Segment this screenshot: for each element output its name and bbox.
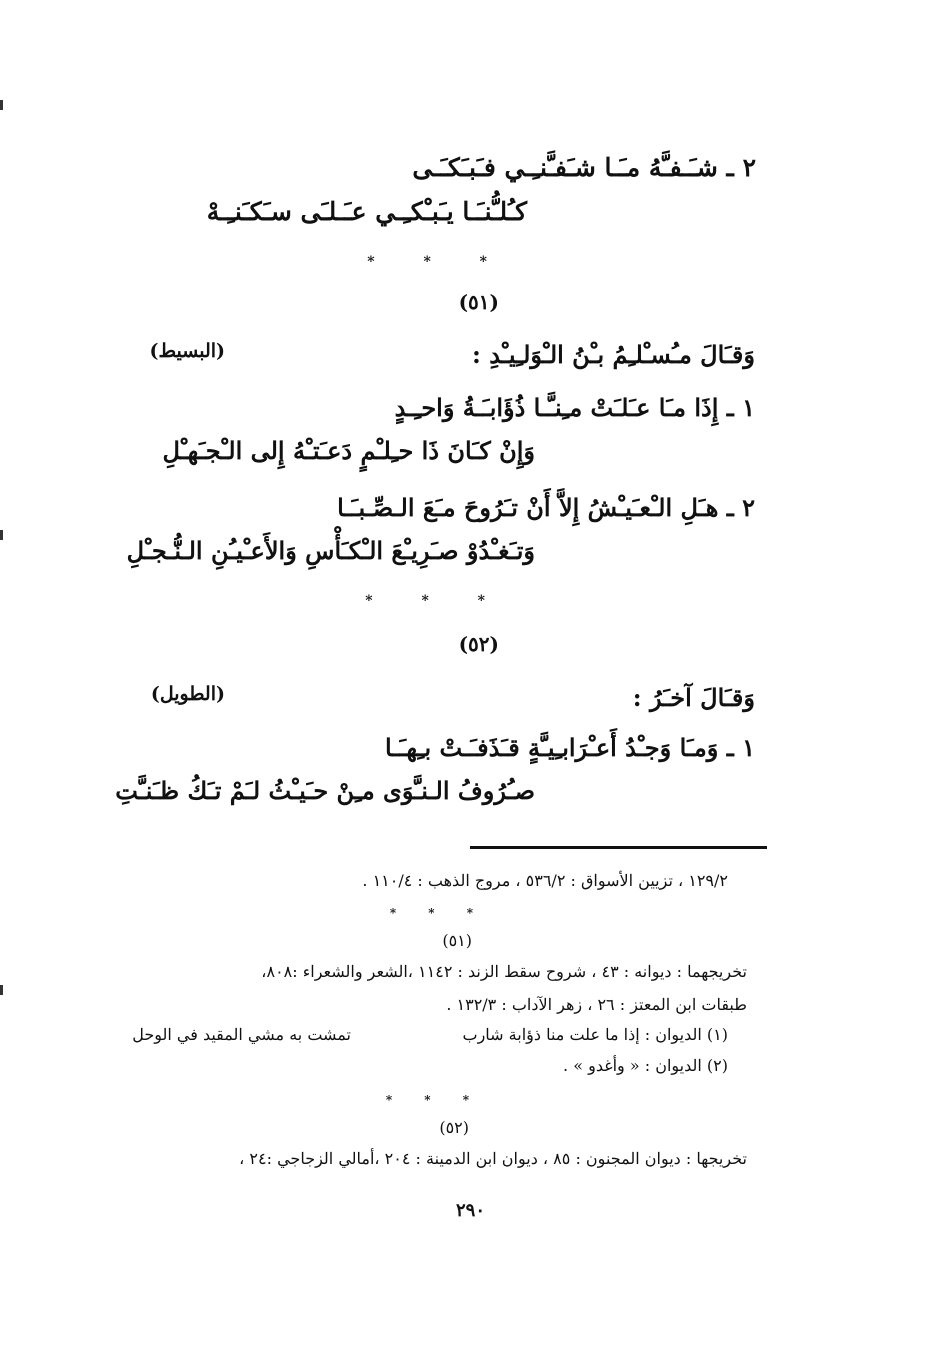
footnote-takhrij-51-line1: تخريجهما : ديوانه : ٤٣ ، شروح سقط الزند : ١١٤٢ ،الشعر والشعراء :٨٠٨،	[261, 962, 747, 981]
poem-number-52: (٥٢)	[458, 632, 499, 656]
poem-52-verse1-second-hemistich: صـُرُوفُ الـنـَّوَى مـِنْ حـَيـْثُ لـَمْ تـَكُ ظـَنـَّتِ	[115, 776, 535, 805]
poem-52-verse1-first-hemistich: ١ ـ وَمـَا وَجـْدُ أَعـْرَابـِيـَّةٍ قـَذَفـَـتْ بـِهـَـا	[384, 733, 755, 762]
scan-edge-mark	[0, 985, 3, 995]
footnote-separator-stars: * * *	[385, 1093, 483, 1107]
page-number: ٢٩٠	[455, 1200, 485, 1221]
footnote-takhrij-51-line2: طبقات ابن المعتز : ٢٦ ، زهر الآداب : ١٣٢/٣ .	[446, 995, 747, 1014]
poem-51-intro: وَقـَالَ مـُسـْلـِمُ بـْنُ الـْوَلـِيـْدِ :	[471, 340, 755, 369]
verse-top-line2: كـُلـُّنـَـا يـَبـْكـِـي عـَـلـَى سـَكـَنـِـهْ	[206, 197, 527, 226]
scan-edge-mark	[0, 530, 3, 540]
scan-edge-mark	[0, 100, 3, 110]
footnote-rule	[470, 846, 767, 849]
poem-number-51: (٥١)	[458, 290, 499, 314]
separator-stars: * * *	[365, 593, 507, 609]
poem-51-verse1-first-hemistich: ١ ـ إِذَا مـَا عـَلـَتْ مـِنـَّـا ذُؤَابـَـةُ وَاحـِـدٍ	[394, 393, 755, 422]
footnote-line: ١٢٩/٢ ، تزيين الأسواق : ٥٣٦/٢ ، مروج الذهب : ١١٠/٤ .	[362, 871, 728, 890]
poem-51-verse2-first-hemistich: ٢ ـ هـَلِ الـْعـَيـْشُ إِلاَّ أَنْ تـَرُوحَ مـَعَ الـصِّـبـَـا	[337, 493, 755, 522]
poem-51-verse2-second-hemistich: وَتـَغـْدُوْ صـَرِيـْعَ الـْكـَأْسِ وَالأَعـْيـُنِ الـنُّـجـْلِ	[126, 536, 535, 565]
poem-52-intro: وَقـَالَ آخـَرُ :	[632, 683, 755, 712]
footnote-note1-second-hemistich: تمشت به مشي المقيد في الوحل	[132, 1025, 351, 1044]
footnote-note1-first-hemistich: (١) الديوان : إذا ما علت منا ذؤابة شارب	[462, 1025, 728, 1044]
footnote-takhrij-52: تخريجها : ديوان المجنون : ٨٥ ، ديوان ابن الدمينة : ٢٠٤ ،أمالي الزجاجي :٢٤ ،	[239, 1149, 747, 1168]
footnote-note2: (٢) الديوان : « وأغدو » .	[563, 1056, 728, 1075]
footnote-number-52: (٥٢)	[439, 1118, 469, 1137]
footnote-separator-stars: * * *	[389, 906, 487, 920]
poem-51-meter: (البسيط)	[149, 340, 225, 362]
poem-51-verse1-second-hemistich: وَإِنْ كـَانَ ذَا حـِلـْمٍ دَعـَتـْهُ إِلى الـْجـَهـْلِ	[162, 436, 535, 465]
footnote-number-51: (٥١)	[442, 931, 472, 950]
verse-top-line1: ٢ ـ شـَـفـَّهُ مـَـا شـَفـَّنـِـي فـَبـَكـَـى	[412, 153, 756, 182]
separator-stars: * * *	[367, 254, 509, 270]
poem-52-meter: (الطويل)	[150, 683, 225, 705]
